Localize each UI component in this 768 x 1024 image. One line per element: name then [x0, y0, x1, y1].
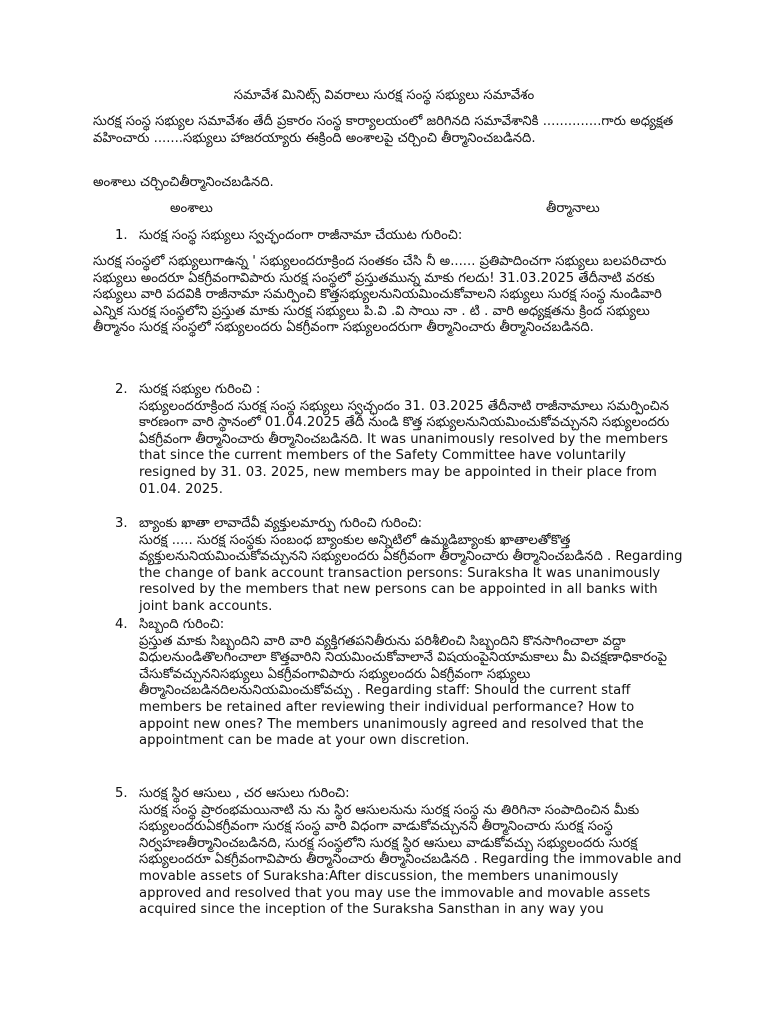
agenda-item-4	[93, 617, 683, 750]
agenda-item-5	[93, 786, 683, 919]
item-body: సభ్యులందరూక్రింద సురక్ష సంస్థ సభ్యులు స్వచ్ఛందం 31. 03.2025 తేదీనాటి రాజీనామాలు సమర్పించిన కారణంగా వారి స్థానంలో 01.04.2025 తేదీ నుండి కొత్త సభ్యులనునియమించుకోవచ్చునని సభ్యులందరు ఏకగ్రీవంగా తీర్మానించారు తీర్మానించబడినది. It was unanimously resolved by the members that since the current members of the Safety Committee have voluntarily resigned by 31. 03. 2025, new members may be appointed in their place from 01.04. 2025.	[139, 398, 670, 497]
intro-paragraph: సురక్ష సంస్థ సభ్యుల సమావేశం తేదీ ప్రకారం సంస్థ కార్యాలయంలో జరిగినది సమావేశానికి ..............గారు అధ్యక్షత వహించారు .......సభ్యులు హాజరయ్యారు ఈక్రింది అంశాలపై చర్చించి తీర్మానించబడినది.	[93, 114, 674, 146]
item-heading: సిబ్బంది గురించి:	[139, 617, 225, 632]
item-number: 5.	[115, 786, 128, 801]
item-number: 2.	[115, 382, 128, 397]
item-heading: సురక్ష సభ్యుల గురించి :	[139, 382, 261, 397]
item-body: ప్రస్తుత మాకు సిబ్బందిని వారి వారి వ్యక్తిగతపనితీరును పరిశీలించి సిబ్బందిని కొనసాగించాలా వద్దా విధులనుండితొలగించాలా కొత్తవారిని నియమించుకోవాలానే విషయంపైనియామకాలు మీ విచక్షణాధికారంపై చేసుకోవచ్చుననిసభ్యులు ఏకగ్రీవంగావిపారు సభ్యులందరు ఏకగ్రీవంగా సభ్యులు తీర్మానించబడినదిలనునియమించుకోవచ్చు . Regarding staff: Should the current staff members be retained after reviewing their individual performance? How to appoint new ones? The members unanimously agreed and resolved that the appointment can be made at your own discretion.	[139, 633, 667, 749]
list-item	[93, 786, 683, 919]
list-item	[93, 617, 683, 750]
item-heading: సురక్ష సంస్థ సభ్యులు స్వచ్ఛందంగా రాజీనామా చేయుట గురించి:	[139, 228, 463, 243]
agenda-item-2	[93, 382, 683, 498]
agenda-item-3	[93, 516, 683, 616]
list-item	[93, 516, 683, 616]
item-number: 4.	[115, 617, 128, 632]
agenda-item-1	[93, 228, 683, 245]
list-item	[93, 228, 683, 245]
agenda-line: అంశాలు చర్చించితీర్మానించబడినది.	[93, 175, 274, 190]
item-1-body: సురక్ష సంస్థలో సభ్యులుగాఉన్న ' సభ్యులందరూక్రింద సంతకం చేసి నీ అ...... ప్రతిపాదించగా సభ్యులు బలపరిచారు సభ్యులు అందరూ ఏకగ్రీవంగావిపారు సురక్ష సంస్థలో ప్రస్తుతమున్న మాకు గలదు! 31.03.2025 తేదీనాటి వరకు సభ్యులు వారి పదవికి రాజీనామా సమర్పించి కొత్తసభ్యులనునియమించుకోవాలని సభ్యులు సురక్ష సంస్థ నుండివారి ఎన్నిక సురక్ష సంస్థలోని ప్రస్తుత మాకు సురక్ష సభ్యులు పి.వి .వి సాయి నా . టి . వారి అధ్యక్షతను క్రింద సభ్యులు తీర్మానం సురక్ష సంస్థలో సభ్యులందరు ఏకగ్రీవంగా సభ్యులందరుగా తీర్మానించారు తీర్మానించబడినది.	[93, 254, 667, 336]
item-number: 1.	[115, 228, 128, 243]
list-item	[93, 382, 683, 498]
column-header-resolutions: తీర్మానాలు	[546, 201, 600, 216]
item-heading: బ్యాంకు ఖాతా లావాదేవీ వ్యక్తులమార్పు గురించి గురించి:	[139, 516, 423, 531]
item-number: 3.	[115, 516, 128, 531]
column-header-agenda: అంశాలు	[170, 201, 213, 216]
item-heading: సురక్ష స్థిర ఆసులు , చర ఆసులు గురించి:	[139, 786, 350, 801]
document-title: సమావేశ మినిట్స్ వివరాలు సురక్ష సంస్థ సభ్యులు సమావేశం	[233, 88, 535, 103]
item-body: సురక్ష ..... సురక్ష సంస్థకు సంబంధ బ్యాంకుల అన్నిటిలో ఉమ్మడిబ్యాంకు ఖాతాలతోకొత్త వ్యక్తులనునియమించుకోవచ్చునని సభ్యులందరు ఏకగ్రీవంగా తీర్మానించారు తీర్మానించబడినది . Regarding the change of bank account transaction persons: Suraksha It was unanimously resolved by the members that new persons can be appointed in all banks with joint bank accounts.	[139, 532, 683, 614]
item-body: సురక్ష సంస్థ ప్రారంభమయినాటి ను ను స్థిర ఆసులనును సురక్ష సంస్థ ను తిరిగినా సంపాదించిన మీకు సభ్యులందరుఏకగ్రీవంగా సురక్ష సంస్థ వారి విధంగా వాడుకోవచ్చునని తీర్మానించారు సురక్ష సంస్థ నిర్వహణతీర్మానించబడినది, సురక్ష సంస్థలోని సురక్ష స్థిర ఆసులు వాడుకోవచ్చు సభ్యులందరు సురక్ష సభ్యులందరూ ఏకగ్రీవంగావిపారు తీర్మానించారు తీర్మానించబడినది . Regarding the immovable and movable assets of Suraksha:After discussion, the members unanimously approved and resolved that you may use the immovable and movable assets acquired since the inception of the Suraksha Sansthan in any way you	[139, 802, 682, 918]
